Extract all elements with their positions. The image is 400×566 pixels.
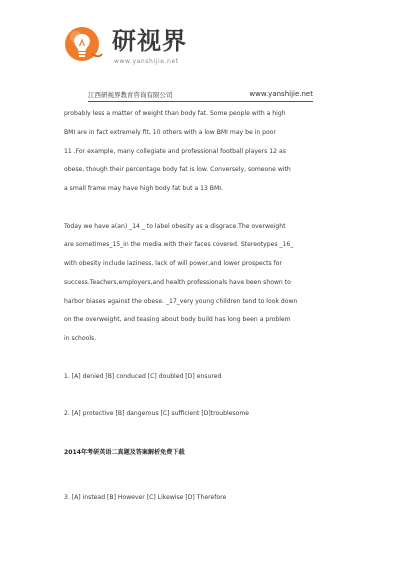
paragraph-line: on the overweight, and teasing about body build has long been a problem: [64, 316, 291, 323]
paragraph-line: harbor biases against the obese. _17_very young children tend to look down: [64, 298, 298, 305]
header-company: 江西研视界教育咨询有限公司: [88, 91, 173, 99]
logo-url: www.yanshijie.net: [114, 58, 179, 65]
paragraph-line: probably less a matter of weight than body fat. Some people with a high: [64, 110, 286, 117]
paragraph-line: 11 .For example, many collegiate and professional football players 12 as: [64, 148, 286, 155]
logo-brand-name: 研视界: [112, 27, 187, 55]
question-options: 3. [A] instead [B] However [C] Likewise [D] Therefore: [64, 494, 227, 501]
paragraph-line: BMI are in fact extremely fit, 10 others with a low BMI may be in poor: [64, 129, 276, 136]
lightbulb-logo-icon: [62, 24, 106, 68]
paragraph-line: obese, though their percentage body fat is low. Conversely, someone with: [64, 166, 291, 173]
question-options: 2. [A] protective [B] dangerous [C] sufficient [D]troublesome: [64, 410, 250, 417]
paragraph-line: are sometimes_15_in the media with their faces covered. Stereotypes _16_: [64, 241, 294, 248]
paragraph-line: with obesity include laziness, lack of will power,and lower prospects for: [64, 260, 282, 267]
brand-logo: [62, 24, 192, 72]
promo-download-link[interactable]: 2014年考研英语二真题及答案解析免费下载: [64, 449, 185, 456]
header-website-link[interactable]: www.yanshijie.net: [249, 90, 313, 98]
page-header: [88, 89, 313, 102]
paragraph-line: in schools.: [64, 335, 97, 342]
paragraph-line: success.Teachers,employers,and health professionals have been shown to: [64, 279, 291, 286]
paragraph-line: Today we have a(an) _14 _ to label obesity as a disgrace.The overweight: [64, 223, 286, 230]
paragraph-line: a small frame may have high body fat but a 13 BMI.: [64, 185, 223, 192]
question-options: 1. [A] denied [B] conduced [C] doubled [D] ensured: [64, 373, 222, 380]
